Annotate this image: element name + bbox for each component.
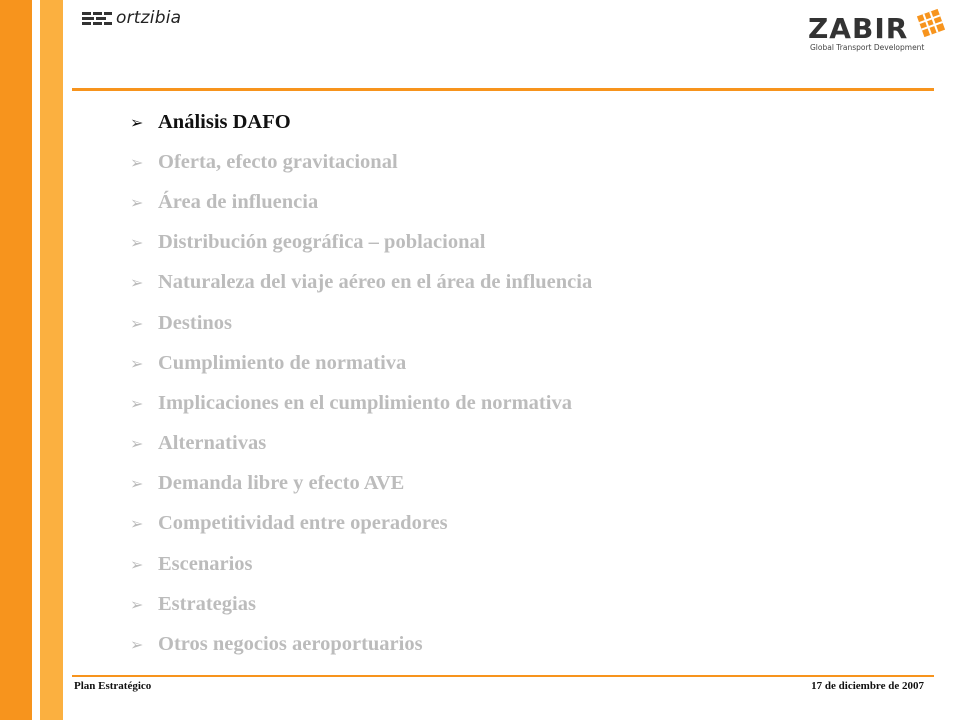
agenda-item-label: Competitividad entre operadores: [158, 512, 448, 535]
agenda-item: [130, 383, 592, 423]
agenda-item-label: Oferta, efecto gravitacional: [158, 150, 398, 173]
agenda-item: [130, 584, 592, 624]
agenda-item: [130, 142, 592, 182]
agenda-item: [130, 263, 592, 303]
zabir-logo-tagline: Global Transport Development: [810, 43, 925, 52]
footer-rule: [72, 675, 934, 677]
left-stripe-outer: [0, 0, 32, 720]
zabir-logo-text: ZABIR: [808, 12, 909, 45]
agenda-item-label: Demanda libre y efecto AVE: [158, 472, 405, 495]
agenda-item: [130, 182, 592, 222]
agenda-item-label: Análisis DAFO: [158, 110, 291, 133]
agenda-item: [130, 464, 592, 504]
agenda-item-label: Estrategias: [158, 592, 256, 615]
arrow-bullet-icon: ➢: [130, 635, 144, 655]
zabir-logo: [808, 6, 948, 56]
agenda-item: [130, 624, 592, 664]
agenda-item-label: Destinos: [158, 311, 233, 334]
left-stripe-inner: [40, 0, 63, 720]
ortzibia-logo: [82, 8, 181, 28]
agenda-item-label: Implicaciones en el cumplimiento de normativa: [158, 391, 572, 414]
arrow-bullet-icon: ➢: [130, 353, 144, 373]
arrow-bullet-icon: ➢: [130, 112, 144, 132]
arrow-bullet-icon: ➢: [130, 313, 144, 333]
agenda-item-label: Área de influencia: [158, 190, 319, 213]
arrow-bullet-icon: ➢: [130, 393, 144, 413]
agenda-item: [130, 223, 592, 263]
arrow-bullet-icon: ➢: [130, 474, 144, 494]
agenda-item-label: Alternativas: [158, 432, 267, 455]
arrow-bullet-icon: ➢: [130, 514, 144, 534]
ortzibia-logo-text: ortzibia: [116, 8, 182, 28]
zabir-grid-icon: [914, 6, 948, 40]
agenda-item-label: Naturaleza del viaje aéreo en el área de influencia: [158, 271, 593, 294]
agenda-item: [130, 424, 592, 464]
agenda-item-label: Otros negocios aeroportuarios: [158, 633, 423, 656]
agenda-item: [130, 343, 592, 383]
agenda-item: [130, 504, 592, 544]
agenda-item: [130, 544, 592, 584]
agenda-list: [130, 102, 592, 665]
arrow-bullet-icon: ➢: [130, 434, 144, 454]
ortzibia-mark-icon: [82, 10, 112, 26]
arrow-bullet-icon: ➢: [130, 192, 144, 212]
agenda-item: [130, 303, 592, 343]
header-rule: [72, 88, 934, 91]
footer-document-title: Plan Estratégico: [74, 680, 152, 692]
arrow-bullet-icon: ➢: [130, 273, 144, 293]
agenda-item-label: Escenarios: [158, 552, 253, 575]
agenda-item-label: Distribución geográfica – poblacional: [158, 231, 486, 254]
arrow-bullet-icon: ➢: [130, 152, 144, 172]
arrow-bullet-icon: ➢: [130, 554, 144, 574]
agenda-item: [130, 102, 592, 142]
footer-date: 17 de diciembre de 2007: [811, 680, 924, 692]
arrow-bullet-icon: ➢: [130, 594, 144, 614]
agenda-item-label: Cumplimiento de normativa: [158, 351, 407, 374]
arrow-bullet-icon: ➢: [130, 233, 144, 253]
